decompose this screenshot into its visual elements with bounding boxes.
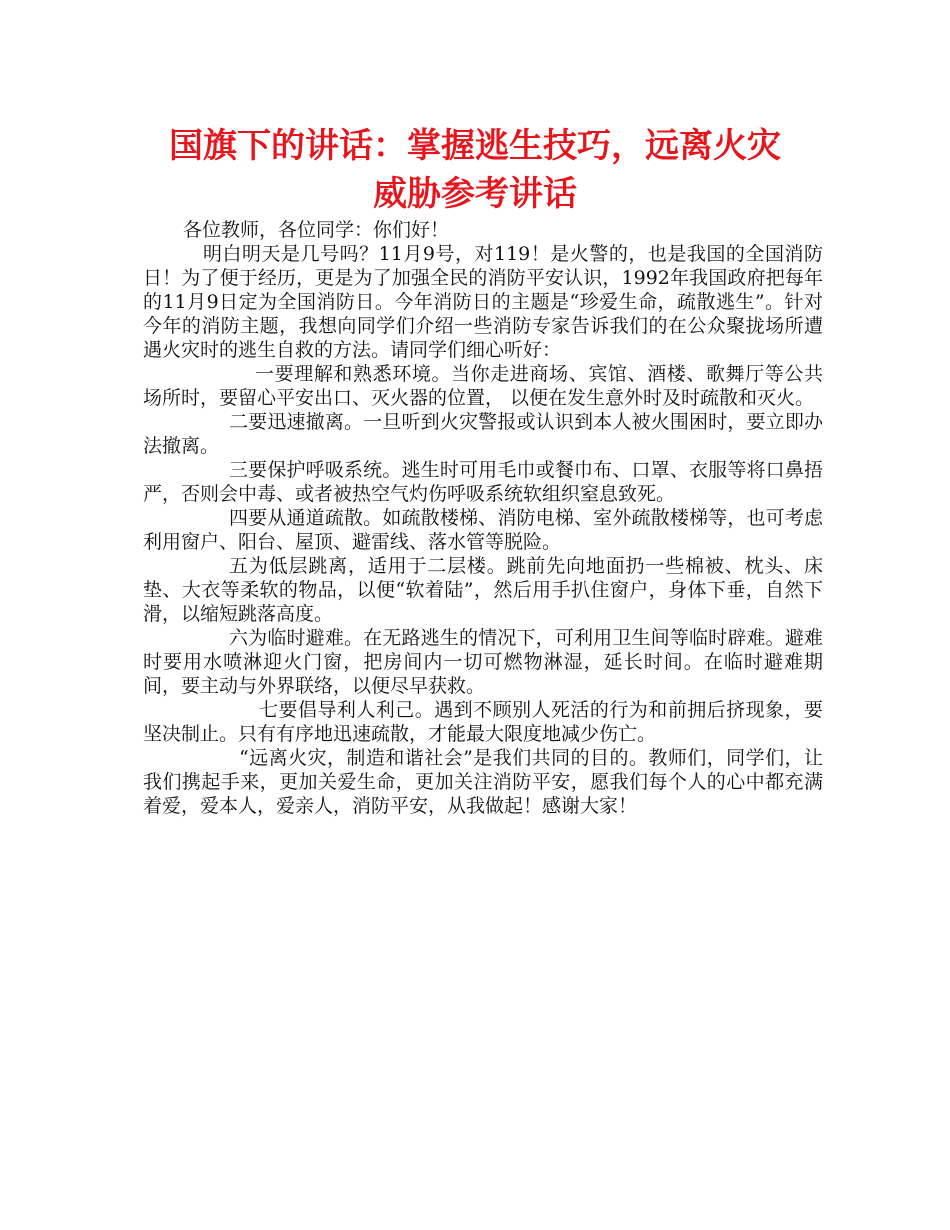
document-body: [143, 218, 823, 818]
intro-paragraph: 明白明天是几号吗？11月9号，对119！是火警的，也是我国的全国消防日！为了便于经历，更是为了加强全民的消防平安认识，1992年我国政府把每年的11月9日定为全国消防日。今年消防日的主题是“珍爱生命，疏散逃生”。针对今年的消防主题，我想向同学们介绍一些消防专家告诉我们的在公众聚拢场所遭遇火灾时的逃生自救的方法。请同学们细心听好：: [143, 243, 823, 361]
tip-paragraph-1: 一要理解和熟悉环境。当你走进商场、宾馆、酒楼、歌舞厅等公共场所时，要留心平安出口、灭火器的位置， 以便在发生意外时及时疏散和灭火。: [143, 363, 823, 409]
closing-paragraph: “远离火灾，制造和谐社会”是我们共同的目的。教师们，同学们，让我们携起手来，更加关爱生命，更加关注消防平安，愿我们每个人的心中都充满着爱，爱本人，爱亲人，消防平安，从我做起！感谢大家！: [143, 747, 823, 817]
greeting: 各位教师，各位同学：你们好！: [183, 219, 450, 241]
tip-paragraph-6: 六为临时避难。在无路逃生的情况下，可利用卫生间等临时辟难。避难时要用水喷淋迎火门窗，把房间内一切可燃物淋湿，延长时间。在临时避难期间，要主动与外界联络，以便尽早获救。: [143, 627, 823, 697]
tip-paragraph-5: 五为低层跳离，适用于二层楼。跳前先向地面扔一些棉被、枕头、床垫、大衣等柔软的物品，以便“软着陆”，然后用手扒住窗户，身体下垂，自然下滑，以缩短跳落高度。: [143, 555, 823, 625]
tip-paragraph-7: 七要倡导利人利己。遇到不顾别人死活的行为和前拥后挤现象，要坚决制止。只有有序地迅速疏散，才能最大限度地减少伤亡。: [143, 699, 823, 745]
tip-paragraph-3: 三要保护呼吸系统。逃生时可用毛巾或餐巾布、口罩、衣服等将口鼻捂严，否则会中毒、或者被热空气灼伤呼吸系统软组织窒息致死。: [143, 459, 823, 505]
document-title-line-1: 国旗下的讲话：掌握逃生技巧，远离火灾: [169, 126, 781, 166]
document-title-line-2: 威胁参考讲话: [373, 174, 577, 214]
tip-paragraph-2: 二要迅速撤离。一旦听到火灾警报或认识到本人被火围困时，要立即办法撤离。: [143, 411, 823, 457]
tip-paragraph-4: 四要从通道疏散。如疏散楼梯、消防电梯、室外疏散楼梯等，也可考虑利用窗户、阳台、屋顶、避雷线、落水管等脱险。: [143, 507, 823, 553]
